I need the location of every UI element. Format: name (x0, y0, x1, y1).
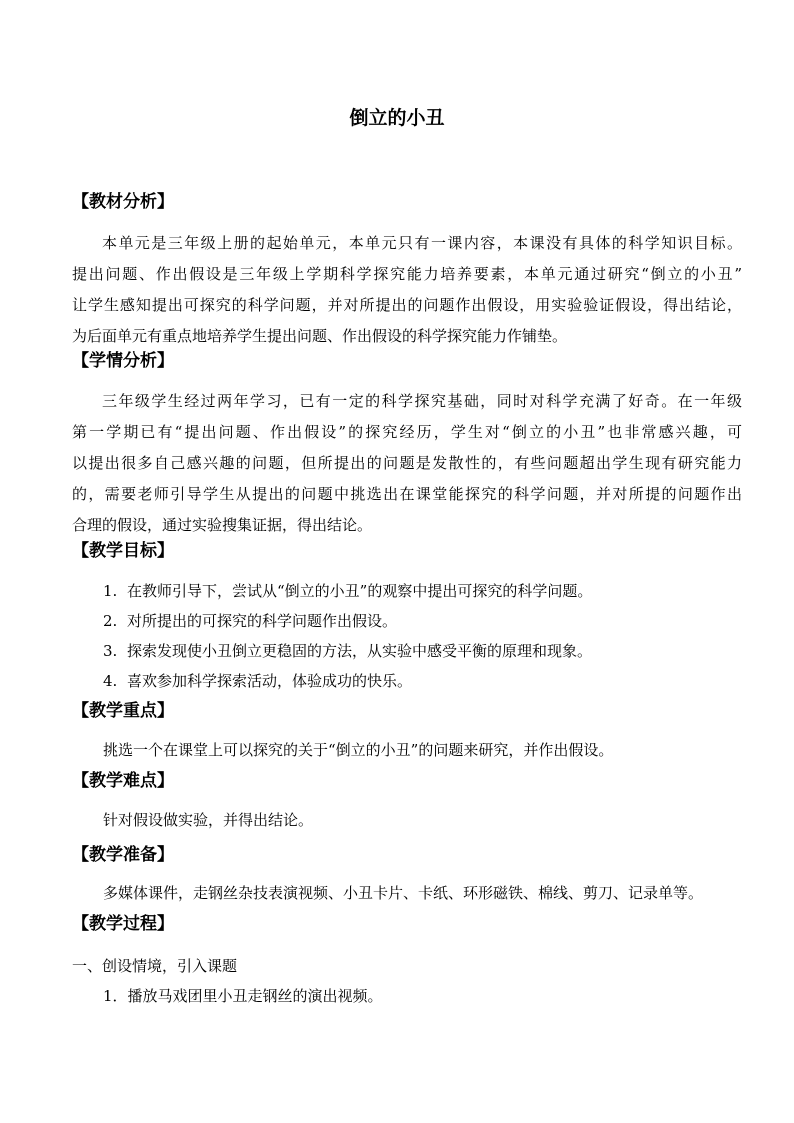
paragraph-textbook-analysis (72, 228, 742, 352)
paragraph-student-analysis (72, 386, 742, 541)
paragraph-line: 以提出很多自己感兴趣的问题，但所提出的问题是发散性的，有些问题超出学生现有研究能力 (72, 454, 742, 472)
document-title: 倒立的小丑 (349, 107, 445, 129)
list-text: 对所提出的可探究的科学问题作出假设。 (127, 612, 398, 630)
heading-objectives: 【教学目标】 (72, 541, 174, 561)
list-text: 喜欢参加科学探索活动，体验成功的快乐。 (127, 672, 413, 690)
preparation-text: 多媒体课件，走钢丝杂技表演视频、小丑卡片、卡纸、环形磁铁、棉线、剪刀、记录单等。 (103, 884, 704, 902)
objectives-list (103, 576, 592, 696)
paragraph-line: 第一学期已有“提出问题、作出假设”的探究经历，学生对“倒立的小丑”也非常感兴趣，可 (72, 423, 742, 441)
paragraph-line: 提出问题、作出假设是三年级上学期科学探究能力培养要素，本单元通过研究“倒立的小丑” (72, 265, 742, 283)
paragraph-line: 本单元是三年级上册的起始单元，本单元只有一课内容，本课没有具体的科学知识目标。 (102, 234, 742, 252)
list-item (103, 636, 592, 666)
list-item (103, 666, 592, 696)
list-text: 探索发现使小丑倒立更稳固的方法，从实验中感受平衡的原理和现象。 (127, 642, 593, 660)
difficulties-text: 针对假设做实验，并得出结论。 (103, 811, 314, 829)
paragraph-line: 为后面单元有重点地培养学生提出问题、作出假设的科学探究能力作铺垫。 (72, 327, 568, 345)
heading-student-analysis: 【学情分析】 (72, 351, 174, 371)
list-number: 1. (103, 582, 118, 600)
paragraph-line: 三年级学生经过两年学习，已有一定的科学探究基础，同时对科学充满了好奇。在一年级 (102, 392, 742, 410)
heading-process: 【教学过程】 (72, 914, 174, 934)
heading-preparation: 【教学准备】 (72, 845, 174, 865)
list-text: 在教师引导下，尝试从“倒立的小丑”的观察中提出可探究的科学问题。 (127, 582, 593, 600)
list-item (103, 576, 592, 606)
heading-difficulties: 【教学难点】 (72, 771, 174, 791)
paragraph-line: 让学生感知提出可探究的科学问题，并对所提出的问题作出假设，用实验验证假设，得出结论， (72, 296, 742, 314)
process-step-1: 一、创设情境，引入课题 (72, 957, 238, 975)
paragraph-line: 的，需要老师引导学生从提出的问题中挑选出在课堂能探究的科学问题，并对所提的问题作出 (72, 485, 742, 503)
key-points-text: 挑选一个在课堂上可以探究的关于“倒立的小丑”的问题来研究，并作出假设。 (103, 741, 614, 759)
heading-textbook-analysis: 【教材分析】 (72, 192, 174, 212)
list-number: 3. (103, 642, 118, 660)
heading-key-points: 【教学重点】 (72, 701, 174, 721)
list-number: 4. (103, 672, 118, 690)
list-number: 2. (103, 612, 118, 630)
process-step-1-item: 1．播放马戏团里小丑走钢丝的演出视频。 (103, 987, 383, 1005)
paragraph-line: 合理的假设，通过实验搜集证据，得出结论。 (72, 516, 373, 534)
list-item (103, 606, 592, 636)
